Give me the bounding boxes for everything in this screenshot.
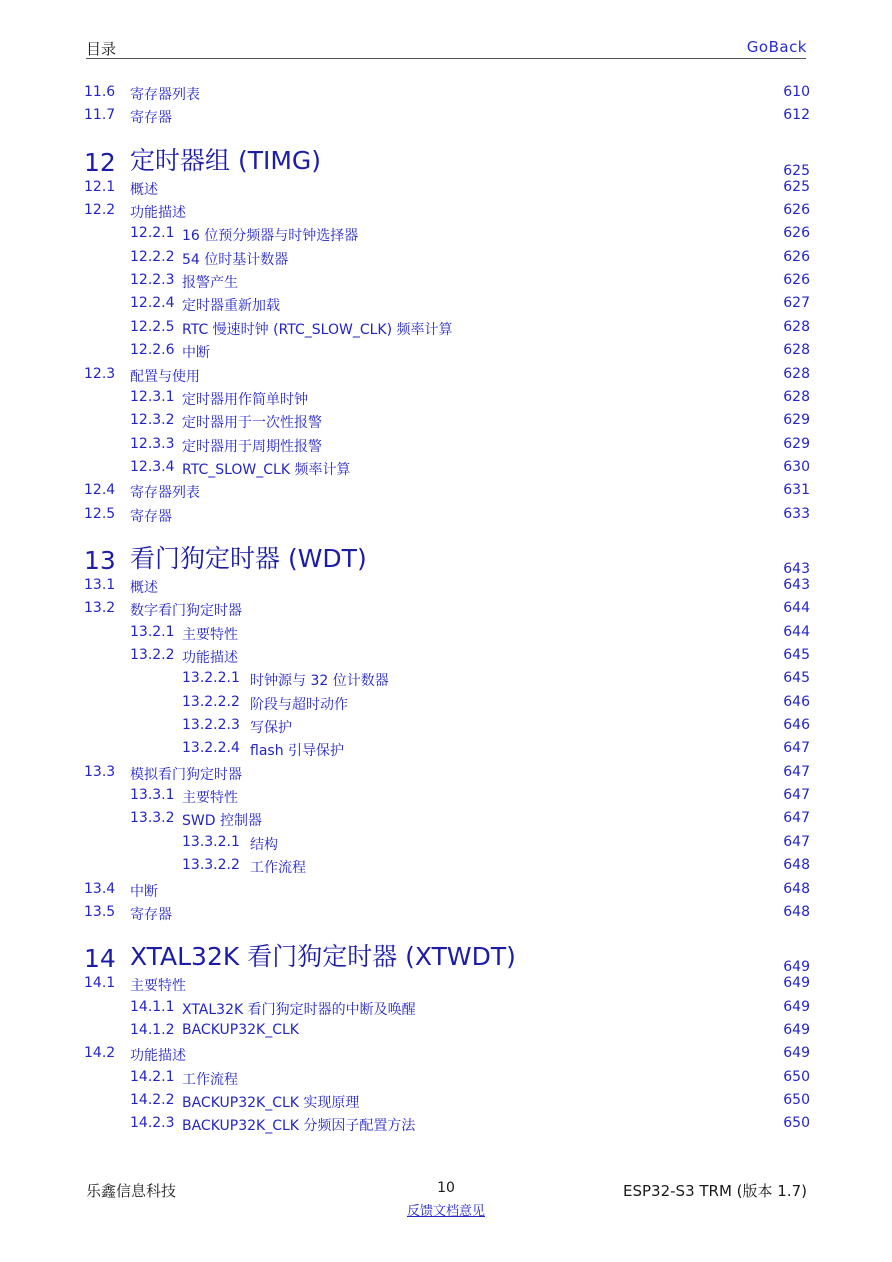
- toc-title: flash 引导保护: [250, 743, 345, 760]
- toc-num: 14.1.2: [130, 1021, 175, 1038]
- toc-title: 工作流程: [182, 1071, 238, 1088]
- toc-page: 649: [783, 1045, 810, 1062]
- toc-page: 647: [783, 740, 810, 757]
- footer-company: 乐鑫信息科技: [86, 1182, 177, 1200]
- toc-page: 648: [783, 903, 810, 920]
- toc-page: 650: [783, 1091, 810, 1108]
- toc-num: 12.1: [84, 178, 116, 195]
- toc-num: 12.3.4: [130, 458, 175, 475]
- toc-page: 650: [783, 1115, 810, 1132]
- toc-title: 寄存器: [130, 110, 172, 127]
- toc-entry[interactable]: [0, 249, 892, 271]
- toc-page: 650: [783, 1068, 810, 1085]
- toc-page: 647: [783, 763, 810, 780]
- toc-entry[interactable]: [0, 881, 892, 903]
- toc-num: 13.3.2.1: [182, 833, 240, 850]
- toc-page: 625: [783, 178, 810, 195]
- toc-title: RTC_SLOW_CLK 频率计算: [182, 461, 351, 478]
- toc-num: 13.2.1: [130, 623, 175, 640]
- toc-num: 13.3.2.2: [182, 857, 240, 874]
- toc-page: 644: [783, 623, 810, 640]
- toc-title: 概述: [130, 579, 158, 596]
- toc-page: 643: [783, 560, 810, 577]
- toc-page: 643: [783, 576, 810, 593]
- toc-num: 13.2.2.2: [182, 693, 240, 710]
- toc-title: 功能描述: [130, 205, 186, 222]
- toc-page: 648: [783, 857, 810, 874]
- toc-entry[interactable]: [0, 787, 892, 809]
- toc-title: 配置与使用: [130, 368, 200, 385]
- toc-page: 646: [783, 693, 810, 710]
- toc-num: 13.1: [84, 576, 116, 593]
- toc-num: 12.2.3: [130, 272, 175, 289]
- toc-page: 625: [783, 162, 810, 179]
- toc-title: RTC 慢速时钟 (RTC_SLOW_CLK) 频率计算: [182, 321, 453, 338]
- toc-title: BACKUP32K_CLK 实现原理: [182, 1094, 360, 1111]
- toc-num: 14.2.1: [130, 1068, 175, 1085]
- toc-num: 13.4: [84, 880, 116, 897]
- toc-chapter[interactable]: [0, 145, 892, 181]
- toc-num: 14.2: [84, 1045, 116, 1062]
- toc-num: 12.2.5: [130, 318, 175, 335]
- toc-num: 13.2.2: [130, 647, 175, 663]
- toc-page: 610: [783, 84, 810, 100]
- toc-title: 寄存器: [130, 508, 172, 525]
- toc-entry[interactable]: [0, 107, 892, 129]
- toc-page: 649: [783, 998, 810, 1015]
- toc-title: XTAL32K 看门狗定时器的中断及唤醒: [182, 1001, 416, 1018]
- toc-entry[interactable]: [0, 857, 892, 879]
- toc-title: 主要特性: [182, 790, 238, 807]
- toc-page: 646: [783, 717, 810, 734]
- toc-num: 12: [84, 147, 116, 177]
- toc-entry[interactable]: [0, 810, 892, 832]
- toc-entry[interactable]: [0, 600, 892, 622]
- toc-num: 13.3.1: [130, 787, 175, 804]
- toc-title: 报警产生: [182, 275, 238, 292]
- feedback-link[interactable]: 反馈文档意见: [406, 1204, 485, 1219]
- toc-num: 12.2.6: [130, 342, 175, 359]
- toc-num: 14.1: [84, 975, 116, 992]
- toc-page: 628: [783, 365, 810, 382]
- toc-num: 12.2.1: [130, 225, 175, 242]
- toc-num: 12.3.2: [130, 412, 175, 429]
- toc-title: 寄存器列表: [130, 87, 200, 103]
- toc-entry[interactable]: [0, 436, 892, 458]
- toc-page: 626: [783, 202, 810, 219]
- toc-page: 628: [783, 388, 810, 405]
- toc-entry[interactable]: [0, 670, 892, 692]
- toc-entry[interactable]: [0, 904, 892, 926]
- toc-title: 功能描述: [130, 1048, 186, 1065]
- toc-entry[interactable]: [0, 1022, 892, 1044]
- header-divider: [86, 58, 806, 59]
- toc-title: 时钟源与 32 位计数器: [250, 673, 389, 690]
- toc-title: 中断: [182, 345, 210, 362]
- toc-title: 阶段与超时动作: [250, 696, 348, 713]
- toc-entry[interactable]: [0, 624, 892, 646]
- toc-entry[interactable]: [0, 179, 892, 201]
- toc-chapter[interactable]: [0, 543, 892, 579]
- toc-entry[interactable]: [0, 717, 892, 739]
- toc-title: 主要特性: [182, 626, 238, 643]
- toc-page: 626: [783, 225, 810, 242]
- toc-entry[interactable]: [0, 764, 892, 786]
- toc-title: 结构: [250, 836, 278, 853]
- toc-chapter[interactable]: [0, 941, 892, 977]
- toc-entry[interactable]: [0, 84, 892, 106]
- toc-num: 13.3.2: [130, 810, 175, 827]
- toc-title: 定时器用作简单时钟: [182, 391, 308, 408]
- toc-page: 649: [783, 1021, 810, 1038]
- toc-title: 54 位时基计数器: [182, 251, 289, 268]
- toc-title: 功能描述: [182, 650, 238, 666]
- toc-entry[interactable]: [0, 482, 892, 504]
- toc-entry[interactable]: [0, 389, 892, 411]
- toc-title: 定时器组 (TIMG): [130, 145, 322, 175]
- toc-title: 寄存器: [130, 906, 172, 923]
- toc-entry[interactable]: [0, 295, 892, 317]
- toc-num: 13.5: [84, 903, 116, 920]
- toc-title: 概述: [130, 181, 158, 198]
- toc-entry[interactable]: [0, 506, 892, 528]
- toc-title: XTAL32K 看门狗定时器 (XTWDT): [130, 942, 516, 972]
- toc-entry[interactable]: [0, 319, 892, 341]
- toc-entry[interactable]: [0, 740, 892, 762]
- toc-entry[interactable]: [0, 1045, 892, 1067]
- toc-num: 14: [84, 944, 116, 974]
- toc-title: 写保护: [250, 720, 292, 737]
- toc-page: 631: [783, 482, 810, 499]
- toc-entry[interactable]: [0, 694, 892, 716]
- toc-page: 647: [783, 833, 810, 850]
- toc-title: 工作流程: [250, 860, 306, 877]
- toc-title: 模拟看门狗定时器: [130, 766, 242, 783]
- toc-num: 14.2.3: [130, 1115, 175, 1132]
- toc-num: 13.3: [84, 763, 116, 780]
- toc-title: 中断: [130, 883, 158, 900]
- toc-page: 647: [783, 787, 810, 804]
- toc-num: 13.2.2.3: [182, 717, 240, 734]
- toc-page: 612: [783, 107, 810, 124]
- toc-num: 11.6: [84, 84, 116, 100]
- page-header-section: 目录: [86, 40, 117, 58]
- toc-title: 看门狗定时器 (WDT): [130, 543, 367, 573]
- toc-title: SWD 控制器: [182, 813, 262, 830]
- toc-page: 626: [783, 272, 810, 289]
- toc-page: 645: [783, 670, 810, 687]
- toc-entry[interactable]: [0, 1092, 892, 1114]
- toc-entry[interactable]: [0, 272, 892, 294]
- toc-num: 12.2.4: [130, 295, 175, 312]
- toc-title: 主要特性: [130, 978, 186, 995]
- toc-page: 647: [783, 810, 810, 827]
- toc-page: 627: [783, 295, 810, 312]
- toc-entry[interactable]: [0, 225, 892, 247]
- toc-num: 12.4: [84, 482, 116, 499]
- toc-page: 649: [783, 959, 810, 976]
- toc-page: 629: [783, 412, 810, 429]
- toc-title: 定时器重新加载: [182, 298, 280, 315]
- toc-page: 630: [783, 458, 810, 475]
- toc-entry[interactable]: [0, 999, 892, 1021]
- toc-title: 数字看门狗定时器: [130, 603, 242, 620]
- toc-entry[interactable]: [0, 342, 892, 364]
- toc-page: 644: [783, 600, 810, 617]
- toc-entry[interactable]: [0, 975, 892, 997]
- toc-num: 13: [84, 545, 116, 575]
- toc-title: 定时器用于一次性报警: [182, 415, 322, 432]
- toc-entry[interactable]: [0, 834, 892, 856]
- toc-num: 12.2: [84, 202, 116, 219]
- toc-entry[interactable]: [0, 1069, 892, 1091]
- toc-num: 13.2.2.1: [182, 670, 240, 687]
- toc-page: 626: [783, 248, 810, 265]
- toc-title: 寄存器列表: [130, 485, 200, 502]
- toc-num: 13.2.2.4: [182, 740, 240, 757]
- toc-entry[interactable]: [0, 366, 892, 388]
- toc-num: 14.2.2: [130, 1091, 175, 1108]
- toc-num: 12.5: [84, 505, 116, 522]
- toc-num: 12.3.1: [130, 388, 175, 405]
- toc-entry[interactable]: [0, 202, 892, 224]
- toc-page: 628: [783, 318, 810, 335]
- goback-link[interactable]: GoBack: [746, 38, 807, 56]
- toc-num: 12.3: [84, 365, 116, 382]
- footer-page-number: 10: [437, 1180, 455, 1196]
- toc-page: 633: [783, 505, 810, 522]
- toc-entry[interactable]: [0, 412, 892, 434]
- toc-page: 649: [783, 975, 810, 992]
- toc-num: 12.2.2: [130, 248, 175, 265]
- toc-num: 11.7: [84, 107, 116, 124]
- toc-title: 定时器用于周期性报警: [182, 438, 322, 455]
- toc-entry[interactable]: [0, 577, 892, 599]
- toc-num: 13.2: [84, 600, 116, 617]
- toc-page: 628: [783, 342, 810, 359]
- footer-doc-version: ESP32-S3 TRM (版本 1.7): [623, 1182, 807, 1200]
- toc-entry[interactable]: [0, 459, 892, 481]
- toc-entry[interactable]: [0, 647, 892, 669]
- toc-title: BACKUP32K_CLK 分频因子配置方法: [182, 1118, 416, 1135]
- toc-num: 12.3.3: [130, 435, 175, 452]
- toc-page: 648: [783, 880, 810, 897]
- toc-page: 629: [783, 435, 810, 452]
- toc-title: 16 位预分频器与时钟选择器: [182, 228, 359, 245]
- toc-entry[interactable]: [0, 1115, 892, 1137]
- toc-title: BACKUP32K_CLK: [182, 1021, 299, 1038]
- toc-num: 14.1.1: [130, 998, 175, 1015]
- toc-page: 645: [783, 647, 810, 663]
